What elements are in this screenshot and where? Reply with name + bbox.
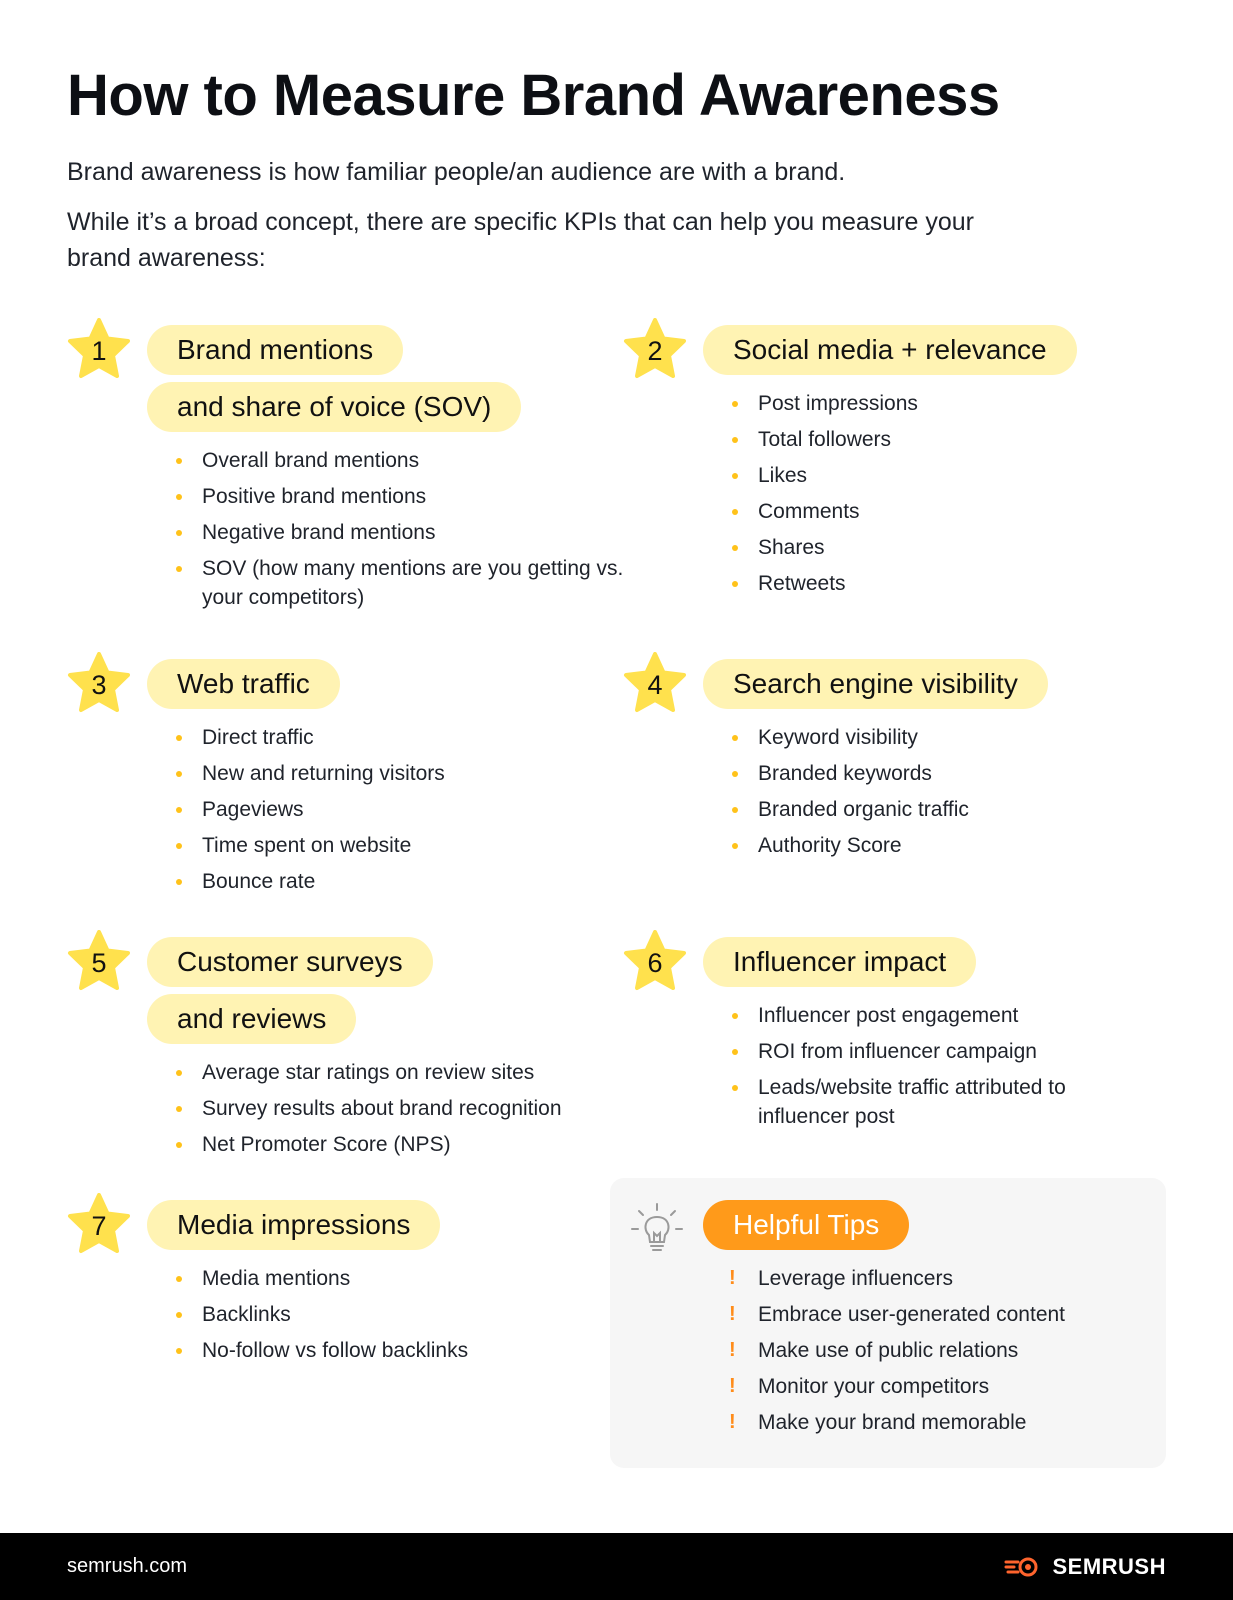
bullet-dot [176, 1142, 182, 1148]
bullet-dot [176, 807, 182, 813]
bullet-dot [732, 473, 738, 479]
list-item: Comments [732, 497, 1182, 526]
exclamation-icon: ! [729, 1267, 736, 1289]
list-item: ROI from influencer campaign [732, 1037, 1112, 1066]
bullet-dot [732, 843, 738, 849]
bullet-dot [732, 509, 738, 515]
list-item: Backlinks [176, 1300, 626, 1329]
list-item: Influencer post engagement [732, 1001, 1112, 1030]
kpi-list [176, 1058, 626, 1166]
bullet-dot [732, 545, 738, 551]
tips-list [729, 1264, 1152, 1444]
list-item: Direct traffic [176, 723, 626, 752]
exclamation-icon: ! [729, 1411, 736, 1433]
section-number: 1 [91, 336, 107, 366]
section-number: 4 [647, 670, 663, 700]
list-item: ! Make your brand memorable [732, 1408, 1152, 1437]
list-item: ! Leverage influencers [732, 1264, 1152, 1293]
list-item: New and returning visitors [176, 759, 626, 788]
section-title-continued: and share of voice (SOV) [147, 382, 521, 432]
kpi-list [732, 723, 1182, 867]
section-title: Brand mentions [147, 325, 403, 375]
bullet-dot [176, 1070, 182, 1076]
bullet-dot [732, 771, 738, 777]
star-icon [623, 318, 687, 382]
section-title: Customer surveys [147, 937, 433, 987]
bullet-dot [732, 581, 738, 587]
bullet-dot [176, 735, 182, 741]
bullet-dot [732, 807, 738, 813]
bullet-dot [732, 1085, 738, 1091]
list-item: Keyword visibility [732, 723, 1182, 752]
section-number: 6 [647, 948, 663, 978]
list-item: Leads/website traffic attributed to influencer post [732, 1073, 1112, 1131]
list-item: Media mentions [176, 1264, 626, 1293]
exclamation-icon: ! [729, 1303, 736, 1325]
list-item: Bounce rate [176, 867, 626, 896]
exclamation-icon: ! [729, 1375, 736, 1397]
list-item: ! Make use of public relations [732, 1336, 1152, 1365]
list-item: Overall brand mentions [176, 446, 626, 475]
intro-line-2: While it’s a broad concept, there are specific KPIs that can help you measure your brand awareness: [67, 208, 974, 272]
bullet-dot [176, 458, 182, 464]
list-item: Authority Score [732, 831, 1182, 860]
intro-line-1: Brand awareness is how familiar people/an audience are with a brand. [67, 158, 846, 186]
bullet-dot [732, 437, 738, 443]
bullet-dot [176, 879, 182, 885]
kpi-list [732, 389, 1182, 605]
bullet-dot [176, 1348, 182, 1354]
star-icon [67, 930, 131, 994]
section-title: Search engine visibility [703, 659, 1048, 709]
list-item: Shares [732, 533, 1182, 562]
list-item: Branded organic traffic [732, 795, 1182, 824]
section-number: 2 [647, 336, 663, 366]
kpi-list [176, 1264, 626, 1372]
list-item: Pageviews [176, 795, 626, 824]
list-item: Negative brand mentions [176, 518, 626, 547]
bullet-dot [732, 1013, 738, 1019]
list-item: Total followers [732, 425, 1182, 454]
bullet-dot [732, 1049, 738, 1055]
section-title: Social media + relevance [703, 325, 1077, 375]
bullet-dot [176, 843, 182, 849]
footer [0, 1533, 1233, 1600]
list-item: Branded keywords [732, 759, 1182, 788]
star-icon [623, 930, 687, 994]
kpi-list [732, 1001, 1112, 1138]
page-title: How to Measure Brand Awareness [67, 63, 1000, 128]
bullet-dot [732, 401, 738, 407]
bullet-dot [176, 771, 182, 777]
list-item: Survey results about brand recognition [176, 1094, 626, 1123]
star-icon [623, 652, 687, 716]
list-item: Net Promoter Score (NPS) [176, 1130, 626, 1159]
section-number: 7 [91, 1211, 107, 1241]
section-number: 5 [91, 948, 107, 978]
list-item: Likes [732, 461, 1182, 490]
list-item: Positive brand mentions [176, 482, 626, 511]
tips-title: Helpful Tips [703, 1200, 909, 1250]
kpi-list [176, 446, 626, 619]
exclamation-icon: ! [729, 1339, 736, 1361]
semrush-fireball-logo [1004, 1555, 1044, 1579]
list-item: SOV (how many mentions are you getting vs. your competitors) [176, 554, 626, 612]
star-icon [67, 1193, 131, 1257]
semrush-logo [1004, 1533, 1166, 1600]
section-number: 3 [91, 670, 107, 700]
section-title-continued: and reviews [147, 994, 356, 1044]
list-item: No-follow vs follow backlinks [176, 1336, 626, 1365]
bullet-dot [176, 566, 182, 572]
brand-name: SEMRUSH [1052, 1553, 1166, 1579]
bullet-dot [176, 494, 182, 500]
bullet-dot [176, 530, 182, 536]
section-title: Influencer impact [703, 937, 976, 987]
bullet-dot [732, 735, 738, 741]
list-item: Average star ratings on review sites [176, 1058, 626, 1087]
section-title: Media impressions [147, 1200, 440, 1250]
bullet-dot [176, 1106, 182, 1112]
bullet-dot [176, 1276, 182, 1282]
lightbulb-icon [630, 1202, 684, 1256]
list-item: Time spent on website [176, 831, 626, 860]
kpi-list [176, 723, 626, 903]
footer-site-link[interactable]: semrush.com [67, 1555, 188, 1577]
section-title: Web traffic [147, 659, 340, 709]
star-icon [67, 652, 131, 716]
bullet-dot [176, 1312, 182, 1318]
list-item: Post impressions [732, 389, 1182, 418]
list-item: ! Monitor your competitors [732, 1372, 1152, 1401]
list-item: Retweets [732, 569, 1182, 598]
star-icon [67, 318, 131, 382]
list-item: ! Embrace user-generated content [732, 1300, 1152, 1329]
